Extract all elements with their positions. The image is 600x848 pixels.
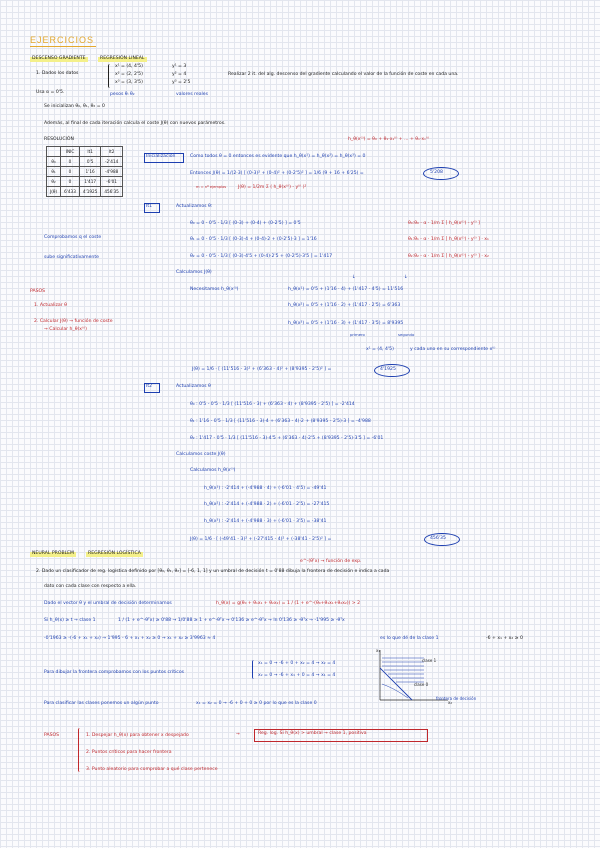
it1-h1: h_θ(x¹) = 0'5 + (1'16 · 4) + (1'417 · 4'5) = 11'516 (288, 287, 404, 292)
table-cell: -2'414 (101, 157, 122, 167)
top-note: e^-(θᵀx) → función de exp. (300, 559, 362, 564)
it1-xnote: x¹ = (4, 4'5) (366, 347, 394, 352)
plot-frontier-label: frontera de decisión (436, 696, 477, 701)
tag-regresion-lineal: REGRESIÓN LINEAL (100, 56, 145, 61)
it1-result: 4'1925 (380, 367, 396, 372)
table-cell: θ₂ (47, 177, 61, 187)
page-title: EJERCICIOS (30, 35, 95, 45)
resolucion-label: RESOLUCIÓN (44, 137, 74, 142)
s2-line-2: Si h_θ(x) ≥ t → clase 1 (44, 618, 96, 623)
it2-calc: Calculamos coste J(θ) (176, 452, 226, 457)
table-cell: 0 (61, 157, 80, 167)
y-line-3: y³ = 2'5 (172, 80, 191, 85)
s2-line-4b: x₁ = 0 → -6 + 0 + x₂ = 4 → x₂ = 4 (258, 661, 336, 666)
data-line-1: x¹ = (4, 4'5) (115, 64, 143, 69)
it1-theta2: θ₂ = 0 - 0'5 · 1/3 [ (0-3)·4'5 + (0-4)·2'5 + (0-2'5)·3'5 ] = 1'417 (190, 254, 333, 259)
it2-cost: J(θ) = 1/6 · [ (-49'41 - 3)² + (-27'415 - 4)² + (-38'41 - 2'5)² ] = (190, 537, 332, 542)
init-line-1: Como todos θ = 0 entonces es evidente que h_θ(x¹) = h_θ(x²) = h_θ(x³) = 0 (190, 154, 366, 159)
it2-h3: h_θ(x³) : -2'414 + (-4'988 · 3) + (-6'01 · 3'5) = -38'41 (204, 519, 327, 524)
data-line-2: x² = (2, 2'5) (115, 72, 143, 77)
pasos2-brace (78, 728, 82, 772)
table-header-row (47, 147, 123, 157)
pasos2-item-2: 2. Puntos críticos para hacer frontera (86, 750, 172, 755)
table-row (47, 167, 123, 177)
it2-calc2: Calculamos h_θ(x⁽ⁱ⁾) (190, 468, 236, 473)
init-line: Se inicializan θ₀, θ₁, θ₂ = 0 (44, 104, 105, 109)
it1-rule-0: θ₀:θ₀ - α · 1/m Σ [ h_θ(x⁽ⁱ⁾) - y⁽ⁱ⁾ ] (408, 221, 480, 226)
table-header: It2 (101, 147, 122, 157)
table-cell: 4'1925 (79, 187, 100, 197)
arrow-right-icon: → (236, 732, 240, 737)
table-cell: -4'988 (101, 167, 122, 177)
pasos2-item-1: 1. Despejar h_θ(x) para obtener x despejado (86, 733, 189, 738)
init-result: 5'208 (430, 170, 443, 175)
init-tag: Inicialización (146, 154, 176, 159)
pasos-item-2: 2. Calcular J(θ) → función de coste (34, 319, 113, 324)
exercise-1-label: 1. Dados los datos (36, 71, 79, 76)
it1-hyp: Necesitamos h_θ(x⁽ⁱ⁾) (190, 287, 239, 292)
init-cost-formula: J(θ) = 1/2m Σ ( h_θ(x⁽ⁱ⁾) - y⁽ⁱ⁾ )² (238, 185, 307, 190)
s2-line-1: Dado el vector θ y el umbral de decisión determinamos (44, 601, 172, 606)
s2-line-1b: h_θ(x) = g(θ₀ + θ₁x₁ + θ₂x₂) = 1 / (1 + e^-(θ₀+θ₁x₁+θ₂x₂)) > 2 (216, 601, 361, 606)
alpha-line: Usa α = 0'5. (36, 90, 65, 95)
plot-hatch (382, 658, 424, 682)
it1-theta1: θ₁ = 0 - 0'5 · 1/3 [ (0-3)·4 + (0-4)·2 + (0-2'5)·3 ] = 1'16 (190, 237, 317, 242)
data-brace (108, 64, 112, 88)
it2-update: Actualizamos θ (176, 384, 211, 389)
boundary-line (380, 668, 412, 700)
data-line-3: x³ = (3, 3'5) (115, 80, 143, 85)
hypothesis-formula: h_θ(x⁽ⁱ⁾) = θ₀ + θ₁·x₁⁽ⁱ⁾ + ... + θₙ·xₙ⁽ⁱ⁾ (348, 137, 429, 142)
it1-rule-2: θ₂:θ₂ - α · 1/m Σ [ h_θ(x⁽ⁱ⁾) - y⁽ⁱ⁾ ] · x₂ (408, 254, 489, 259)
pasos-item-1: 1. Actualizar θ (34, 303, 67, 308)
plot-label-class0: clase 0 (414, 682, 429, 687)
table-cell: θ₁ (47, 167, 61, 177)
table-cell: 1'16 (79, 167, 100, 177)
table-row (47, 187, 123, 197)
it1-tag: It1 (146, 204, 153, 209)
s2-line-2b: 1 / (1 + e^-θᵀx) ≥ 0'88 → 1/0'88 ≥ 1 + e^-θᵀx → 0'136 ≥ e^-θᵀx → ln 0'136 ≥ -θᵀx → -1'995 ≥ -θᵀx (118, 618, 345, 623)
s2-line-4: Para dibujar la frontera comprobamos con los puntos críticos (44, 670, 185, 675)
table-row (47, 177, 123, 187)
valores-note: valores reales (176, 92, 209, 97)
exercise-2-label-2: dato con cada clase con respecto a ella. (44, 584, 137, 589)
table-cell: 6'433 (61, 187, 80, 197)
s2-line-5b: x₁ = x₂ = 0 → -6 + 0 + 0 ≥ 0 por lo que es la clase 0 (196, 701, 317, 706)
note-left-1: Comprobamos q el coste (44, 235, 102, 240)
table-cell: θ₀ (47, 157, 61, 167)
it2-theta2: θ₂ : 1'417 - 0'5 · 1/3 [ (11'516 - 3)·4'5 + (6'363 - 4)·2'5 + (8'9395 - 2'5)·3'5 ] = -6'01 (190, 436, 384, 441)
table-cell: -6'01 (101, 177, 122, 187)
table-cell: J(θ) (47, 187, 61, 197)
critical-brace (252, 660, 256, 679)
table-cell: 0'5 (79, 157, 100, 167)
arrow-down-icon: ↓ (404, 275, 408, 280)
pasos2-label: PASOS (44, 733, 60, 738)
table-header: It1 (79, 147, 100, 157)
it1-h3: h_θ(x³) = 0'5 + (1'16 · 3) + (1'417 · 3'5) = 8'9395 (288, 321, 404, 326)
it2-h2: h_θ(x²) : -2'414 + (-4'988 · 2) + (-6'01 · 2'5) = -27'415 (204, 502, 330, 507)
s2-line-3b: es lo que dé de la clase 1 (380, 636, 439, 641)
it1-arrow-label-1: primero (350, 332, 365, 337)
it1-arrow-label-2: segundo (398, 332, 415, 337)
it1-cost: J(θ) = 1/6 · [ (11'516 - 3)² + (6'363 - 4)² + (8'9395 - 2'5)² ] = (192, 367, 332, 372)
exercise-2-label: 2. Dado un clasificador de reg. logística definido por [θ₀, θ₁, θ₂] = [-6, 1, 1] y un umbral de decisión t = 0'88 dibuja la frontera de decisión e indica a cada (36, 569, 390, 574)
s2-line-3c: -6 + x₁ + x₂ ≥ 0 (486, 636, 523, 641)
it2-theta1: θ₁ : 1'16 - 0'5 · 1/3 [ (11'516 - 3)·4 + (6'363 - 4)·2 + (8'9395 - 2'5)·3 ] = -4'988 (190, 419, 371, 424)
s2-line-4c: x₂ = 0 → -6 + x₁ + 0 = 4 → x₁ = 4 (258, 673, 336, 678)
init-line-2: Entonces J(θ) = 1/(2·3) [ (0-3)² + (0-4)² + (0-2'5)² ] = 1/6 (9 + 16 + 6'25) = (190, 171, 364, 176)
it1-rule-1: θ₁:θ₁ - α · 1/m Σ [ h_θ(x⁽ⁱ⁾) - y⁽ⁱ⁾ ] · x₁ (408, 237, 489, 242)
table-cell: 0 (61, 177, 80, 187)
table-cell: 1'417 (79, 177, 100, 187)
it1-theta0: θ₀ = 0 - 0'5 · 1/3 [ (0-3) + (0-4) + (0-2'5) ] = 0'5 (190, 221, 301, 226)
tag-neural: NEURAL PROBLEM (32, 551, 75, 556)
pasos-label: PASOS (30, 289, 46, 294)
table-row (47, 157, 123, 167)
init-cost-sub: m = nº ejemplos (196, 185, 227, 189)
plot-label-class1: clase 1 (422, 658, 437, 663)
plot-curve (382, 684, 408, 698)
pasos-item-3: → Calcular h_θ(x⁽ⁱ⁾) (44, 327, 87, 332)
plot-axis-label-1: x₁ (376, 648, 380, 653)
it1-update: Actualizamos θ: (176, 204, 213, 209)
s2-line-5: Para clasificar las clases ponemos un algún punto (44, 701, 159, 706)
tag-regresion-logistica: REGRESIÓN LOGÍSTICA (88, 551, 141, 556)
results-table (46, 146, 123, 197)
y-line-2: y² = 4 (172, 72, 187, 77)
pasos2-boxnote: Reg. log. Si h_θ(x) > umbral → clase 1, positiva (258, 731, 367, 736)
table-header (47, 147, 61, 157)
arrow-down-icon: ↓ (352, 275, 356, 280)
it1-h2: h_θ(x²) = 0'5 + (1'16 · 2) + (1'417 · 2'5) = 6'363 (288, 303, 401, 308)
s2-line-3: -0'1963 ≥ -(-6 + x₁ + x₂) → 1'995 - 6 + x₁ + x₂ ≥ 0 → x₁ + x₂ ≥ 3'9963 ≈ 4 (44, 636, 216, 641)
after-line: Además, al final de cada iteración calcula el coste J(θ) con nuevos parámetros. (44, 121, 226, 126)
title-underline (30, 46, 96, 47)
table-cell: 456'35 (101, 187, 122, 197)
it2-theta0: θ₀ : 0'5 - 0'5 · 1/3 [ (11'516 - 3) + (6'363 - 4) + (8'9395 - 2'5) ] = -2'414 (190, 402, 355, 407)
tag-descenso: DESCENSO GRADIENTE (32, 56, 86, 61)
statement: Realizar 2 it. del alg. descenso del gradiente calculando el valor de la función de coste en cada una. (228, 72, 459, 77)
table-header: INIC (61, 147, 80, 157)
y-line-1: y¹ = 3 (172, 64, 187, 69)
it2-tag: It2 (146, 384, 153, 389)
table-cell: 0 (61, 167, 80, 177)
pesos-note: pesos θᵢ θ₂ (110, 92, 135, 97)
it2-h1: h_θ(x¹) : -2'414 + (-4'988 · 4) + (-6'01 · 4'5) = -49'41 (204, 486, 327, 491)
pasos2-item-3: 3. Punto aleatorio para comprobar a qué clase pertenece (86, 767, 218, 772)
it1-calc: Calculamos J(θ) (176, 270, 212, 275)
it1-note: y cada uno en su correspondiente x⁽ⁱ⁾ (410, 347, 496, 352)
plot-axis-label-2: x₂ (448, 700, 452, 705)
it2-result: 456'35 (430, 536, 446, 541)
note-left-2: sube significativamente (44, 255, 99, 260)
